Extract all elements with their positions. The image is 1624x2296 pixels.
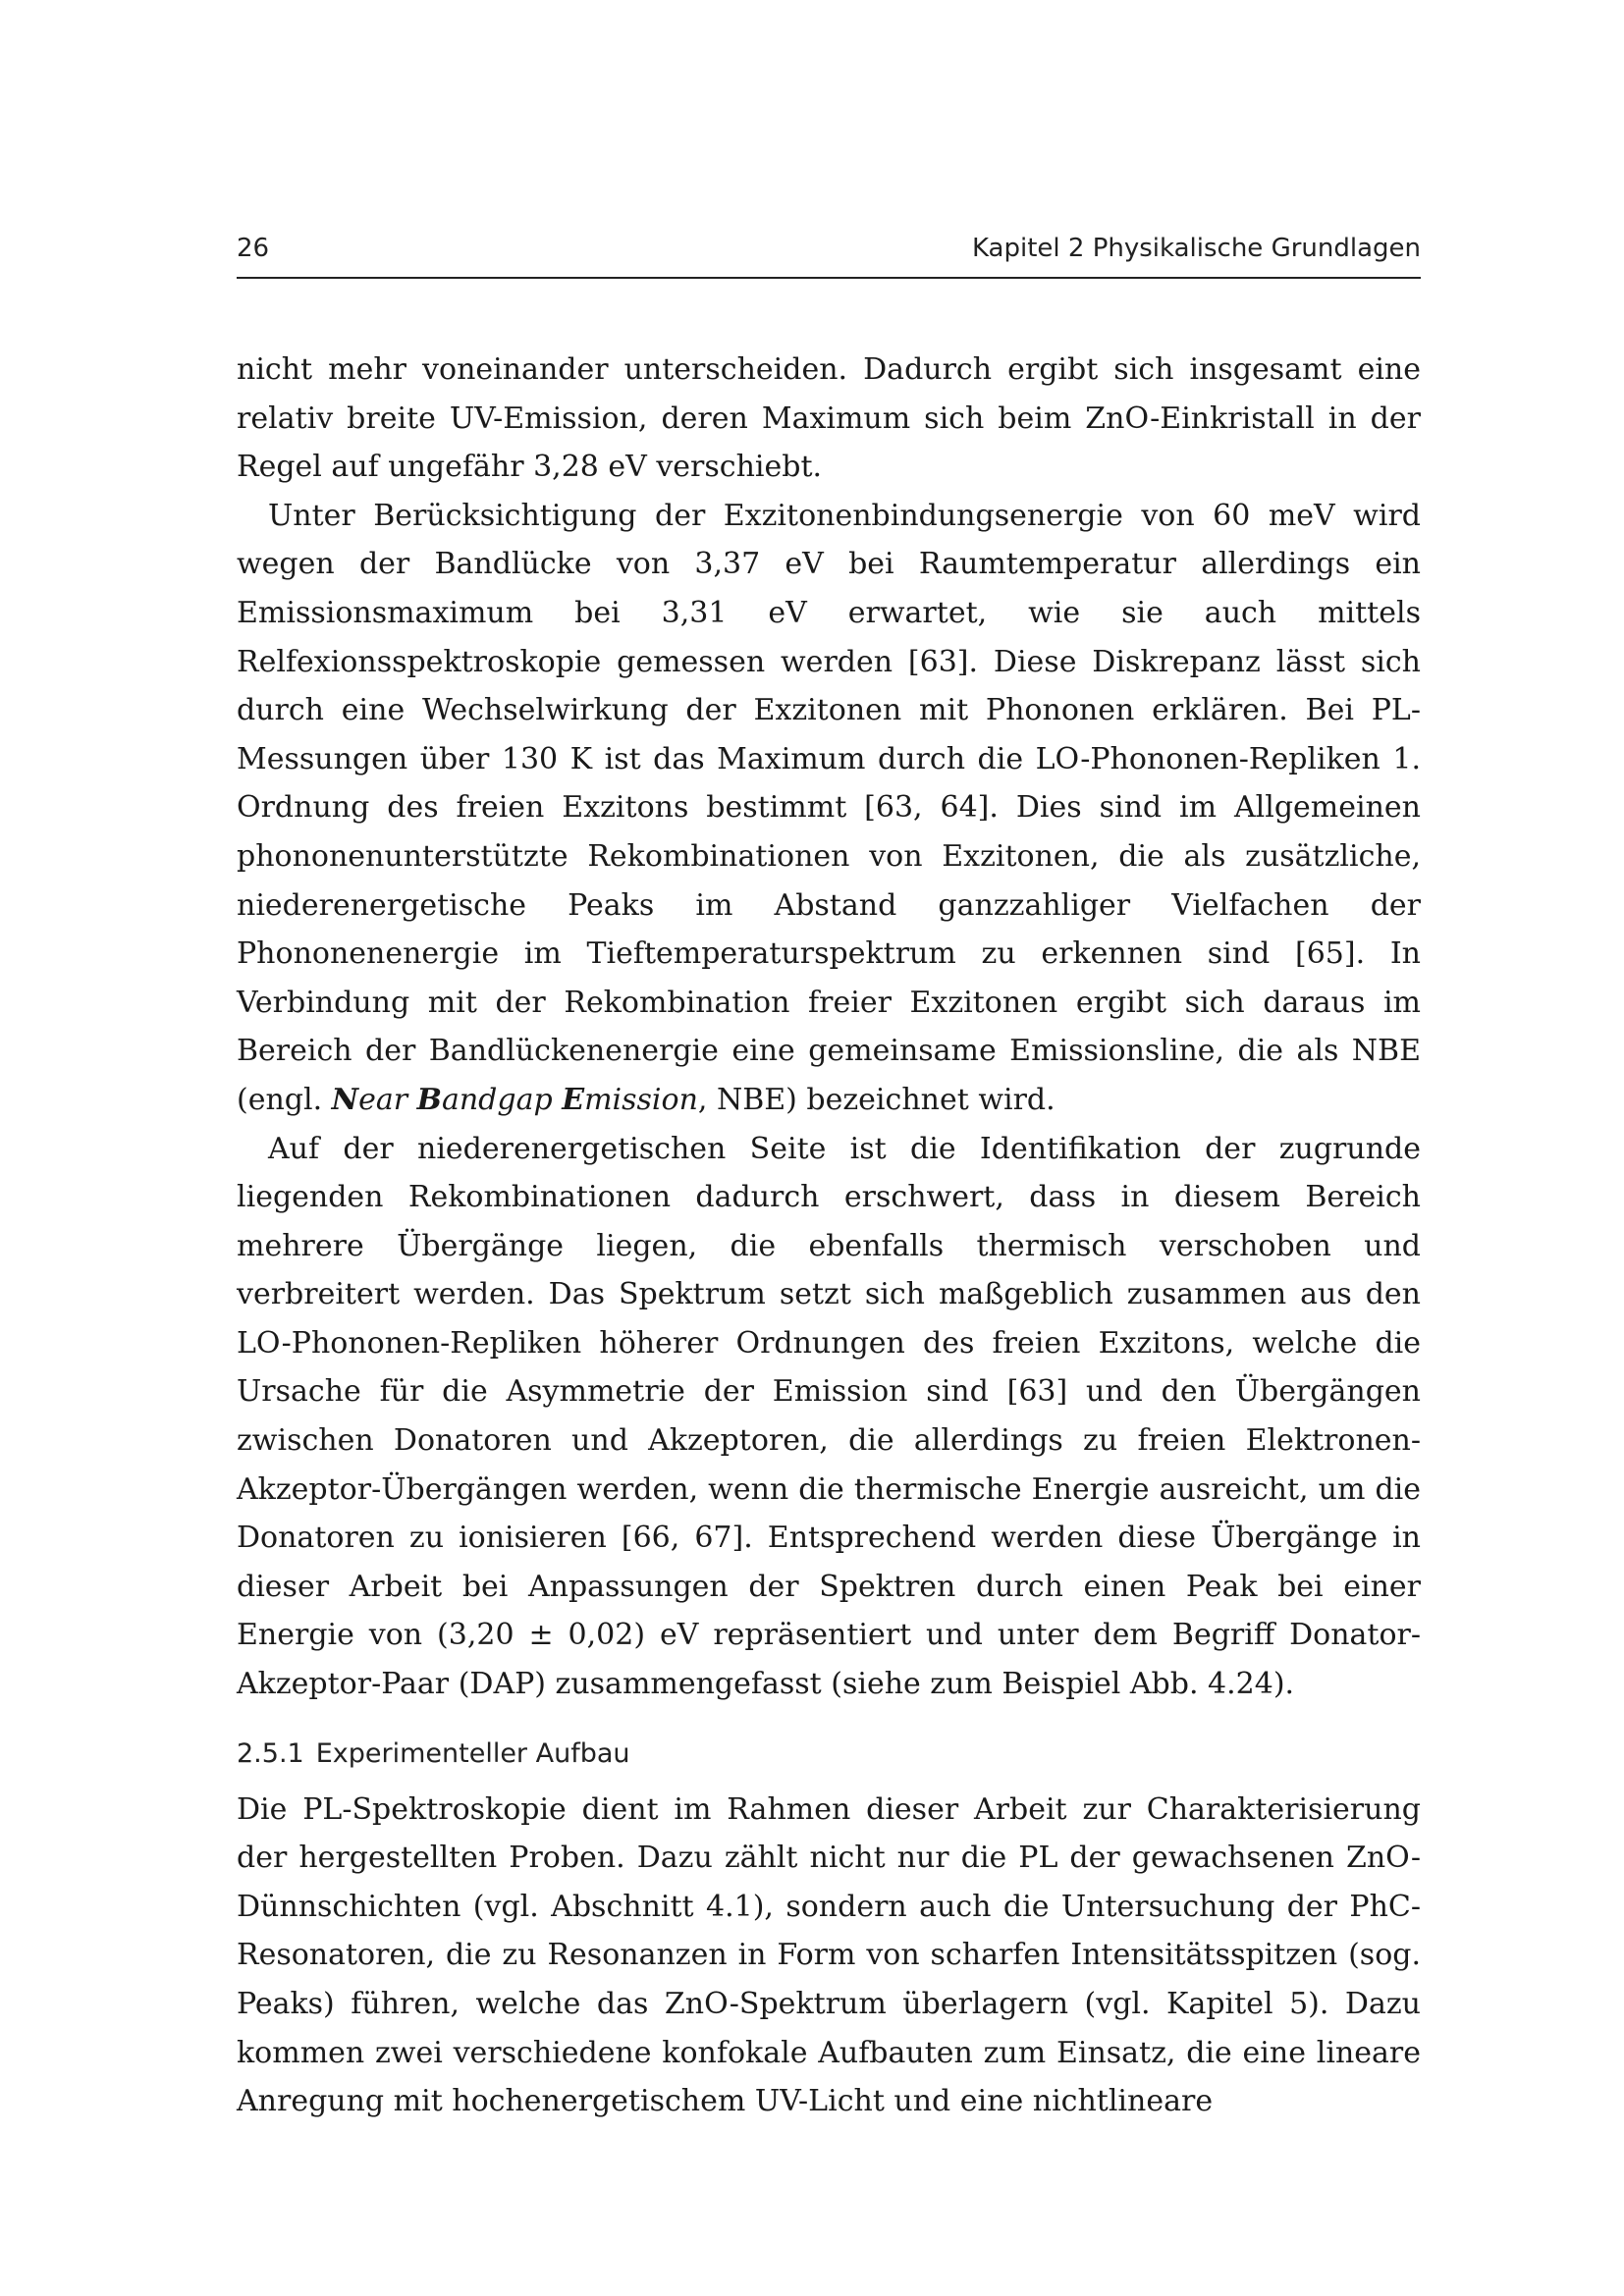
paragraph-2-text: Unter Berücksichtigung der Exzitonenbindungsenergie von 60 meV wird wegen der Bandlücke von 3,37 eV bei Raumtemperatur allerdings ein Emissionsmaximum bei 3,31 eV erwartet, wie sie auch mittels Relfexionsspektroskopie gemessen werden [63]. Diese Diskrepanz lässt sich durch eine Wechselwirkung der Exzitonen mit Phononen erklären. Bei PL-Messungen über 130 K ist das Maximum durch die LO-Phononen-Repliken 1. Ordnung des freien Exzitons bestimmt [63, 64]. Dies sind im Allgemeinen phononenunterstützte Rekombinationen von Exzitonen, die als zusätzliche, niederenergetische Peaks im Abstand ganzzahliger Vielfachen der Phononenenergie im Tieftemperaturspektrum zu erkennen sind [65]. In Verbindung mit der Rekombination freier Exzitonen ergibt sich daraus im Bereich der Bandlückenenergie eine gemeinsame Emissionsline, die als NBE (engl.: [237, 498, 1421, 1117]
abbrev-part-ear: ear: [358, 1082, 417, 1117]
abbrev-letter-e: E: [562, 1082, 585, 1117]
abbrev-letter-b: B: [416, 1082, 442, 1117]
paragraph-2-tail: , NBE) bezeichnet wird.: [697, 1082, 1056, 1117]
paragraph-2: [237, 492, 1421, 1125]
abbrev-part-andgap: andgap: [441, 1082, 563, 1117]
page-number: 26: [237, 234, 270, 263]
section-number: 2.5.1: [237, 1737, 304, 1769]
body-text: [237, 346, 1421, 2126]
header-rule: [237, 277, 1421, 279]
abbrev-letter-n: N: [331, 1082, 359, 1117]
section-title: Experimenteller Aufbau: [315, 1737, 630, 1769]
abbrev-part-mission: mission: [584, 1082, 698, 1117]
paragraph-3: Auf der niederenergetischen Seite ist die Identifikation der zugrunde liegenden Rekombinationen dadurch erschwert, dass in diesem Bereich mehrere Übergänge liegen, die ebenfalls thermisch verschoben und verbreitert werden. Das Spektrum setzt sich maßgeblich zusammen aus den LO-Phononen-Repliken höherer Ordnungen des freien Exzitons, welche die Ursache für die Asymmetrie der Emission sind [63] und den Übergängen zwischen Donatoren und Akzeptoren, die allerdings zu freien Elektronen-Akzeptor-Übergängen werden, wenn die thermische Energie ausreicht, um die Donatoren zu ionisieren [66, 67]. Entsprechend werden diese Übergänge in dieser Arbeit bei Anpassungen der Spektren durch einen Peak bei einer Energie von (3,20 ± 0,02) eV repräsentiert und unter dem Begriff Donator-Akzeptor-Paar (DAP) zusammengefasst (siehe zum Beispiel Abb. 4.24).: [237, 1131, 1421, 1702]
running-head: [237, 234, 1421, 263]
section-heading: [237, 1736, 1421, 1772]
paragraph-4: Die PL-Spektroskopie dient im Rahmen dieser Arbeit zur Charakterisierung der hergestellten Proben. Dazu zählt nicht nur die PL der gewachsenen ZnO-Dünnschichten (vgl. Abschnitt 4.1), sondern auch die Untersuchung der PhC-Resonatoren, die zu Resonanzen in Form von scharfen Intensitätsspitzen (sog. Peaks) führen, welche das ZnO-Spektrum überlagern (vgl. Kapitel 5). Dazu kommen zwei verschiedene konfokale Aufbauten zum Einsatz, die eine lineare Anregung mit hochenergetischem UV-Licht und eine nichtlineare: [237, 1791, 1421, 2119]
chapter-title: Kapitel 2 Physikalische Grundlagen: [971, 234, 1421, 263]
paragraph-1: nicht mehr voneinander unterscheiden. Dadurch ergibt sich insgesamt eine relativ breite UV-Emission, deren Maximum sich beim ZnO-Einkristall in der Regel auf ungefähr 3,28 eV verschiebt.: [237, 352, 1421, 485]
